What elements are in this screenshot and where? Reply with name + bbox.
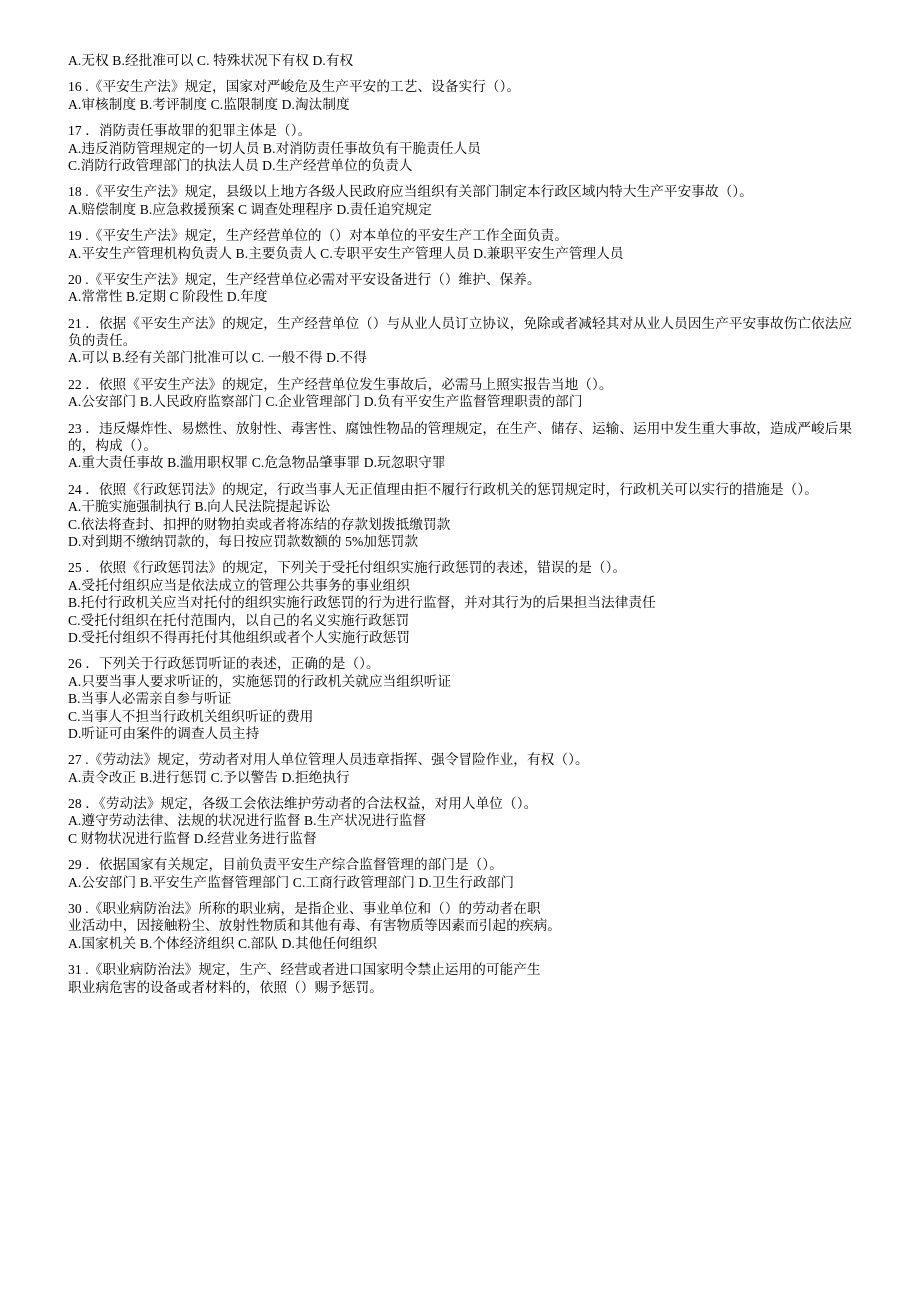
question-block <box>68 751 858 786</box>
question-block <box>68 481 858 551</box>
question-block <box>68 315 858 367</box>
question-stem: 25 ．依照《行政惩罚法》的规定，下列关于受托付组织实施行政惩罚的表述，错误的是（）。 <box>68 560 627 576</box>
question-stem-continued: 业活动中，因接触粉尘、放射性物质和其他有毒、有害物质等因素而引起的疾病。 <box>68 918 561 934</box>
question-stem: 29 ．依据国家有关规定，目前负责平安生产综合监督管理的部门是（）。 <box>68 857 503 873</box>
option-line: A.平安生产管理机构负责人 B.主要负责人 C.专职平安生产管理人员 D.兼职平安生产管理人员 <box>68 245 624 261</box>
option-line: D.受托付组织不得再托付其他组织或者个人实施行政惩罚 <box>68 629 411 645</box>
question-block <box>68 795 858 847</box>
option-line: A.可以 B.经有关部门批准可以 C. 一般不得 D.不得 <box>68 350 367 366</box>
option-line: A.干脆实施强制执行 B.向人民法院提起诉讼 <box>68 499 331 515</box>
question-stem: 16 .《平安生产法》规定，国家对严峻危及生产平安的工艺、设备实行（）。 <box>68 79 521 95</box>
question-stem: 21 ．依据《平安生产法》的规定，生产经营单位（）与从业人员订立协议，免除或者减轻其对从业人员因生产平安事故伤亡依法应负的责任。 <box>68 315 853 349</box>
question-block <box>68 183 858 218</box>
question-block <box>68 420 858 472</box>
question-stem: 30 .《职业病防治法》所称的职业病，是指企业、事业单位和（）的劳动者在职 <box>68 901 541 917</box>
question-stem: 28 ．《劳动法》规定，各级工会依法维护劳动者的合法权益，对用人单位（）。 <box>68 796 538 812</box>
option-line: A.无权 B.经批准可以 C. 特殊状况下有权 D.有权 <box>68 53 354 68</box>
option-line: C 财物状况进行监督 D.经营业务进行监督 <box>68 830 317 846</box>
option-line: A.公安部门 B.人民政府监察部门 C.企业管理部门 D.负有平安生产监督管理职责的部门 <box>68 394 583 410</box>
question-block <box>68 271 858 306</box>
option-line: D.听证可由案件的调查人员主持 <box>68 725 260 741</box>
option-line: C.消防行政管理部门的执法人员 D.生产经营单位的负责人 <box>68 157 413 173</box>
question-stem: 24 ．依照《行政惩罚法》的规定，行政当事人无正值理由拒不履行行政机关的惩罚规定时，行政机关可以实行的措施是（）。 <box>68 481 818 497</box>
option-line: B.当事人必需亲自参与听证 <box>68 691 232 707</box>
question-block <box>68 961 858 996</box>
question-block <box>68 856 858 891</box>
question-block <box>68 78 858 113</box>
option-line: A.公安部门 B.平安生产监督管理部门 C.工商行政管理部门 D.卫生行政部门 <box>68 874 515 890</box>
question-stem: 27 .《劳动法》规定，劳动者对用人单位管理人员违章指挥、强令冒险作业，有权（）。 <box>68 752 589 768</box>
option-line: A.常常性 B.定期 C 阶段性 D.年度 <box>68 289 268 305</box>
option-line: A.责令改正 B.进行惩罚 C.予以警告 D.拒绝执行 <box>68 769 350 785</box>
option-line: A.只要当事人要求听证的，实施惩罚的行政机关就应当组织听证 <box>68 673 452 689</box>
question-stem: 23 ．违反爆炸性、易燃性、放射性、毒害性、腐蚀性物品的管理规定，在生产、储存、运输、运用中发生重大事故，造成严峻后果的，构成（）。 <box>68 420 853 454</box>
question-block <box>68 227 858 262</box>
question-stem-continued: 职业病危害的设备或者材料的，依照（）赐予惩罚。 <box>68 979 383 995</box>
question-stem: 22 ．依照《平安生产法》的规定，生产经营单位发生事故后，必需马上照实报告当地（）。 <box>68 376 613 392</box>
option-line: C.当事人不担当行政机关组织听证的费用 <box>68 708 314 724</box>
question-stem: 31 .《职业病防治法》规定，生产、经营或者进口国家明令禁止运用的可能产生 <box>68 962 541 978</box>
question-stem: 26 ．下列关于行政惩罚听证的表述，正确的是（）。 <box>68 656 380 672</box>
question-block <box>68 376 858 411</box>
question-block <box>68 559 858 646</box>
question-stem: 20 .《平安生产法》规定，生产经营单位必需对平安设备进行（）维护、保养。 <box>68 271 541 287</box>
option-line: A.遵守劳动法律、法规的状况进行监督 B.生产状况进行监督 <box>68 813 427 829</box>
option-line: A.国家机关 B.个体经济组织 C.部队 D.其他任何组织 <box>68 935 378 951</box>
exam-question-list <box>68 52 858 996</box>
option-line: A.重大责任事故 B.滥用职权罪 C.危急物品肇事罪 D.玩忽职守罪 <box>68 455 446 471</box>
question-stem: 19 .《平安生产法》规定，生产经营单位的（）对本单位的平安生产工作全面负责。 <box>68 228 569 244</box>
question-block <box>68 122 858 174</box>
question-stem: 17 ．消防责任事故罪的犯罪主体是（）。 <box>68 123 312 139</box>
option-line: A.受托付组织应当是依法成立的管理公共事务的事业组织 <box>68 577 411 593</box>
option-line: B.托付行政机关应当对托付的组织实施行政惩罚的行为进行监督，并对其行为的后果担当法律责任 <box>68 595 656 611</box>
option-line: C.依法将查封、扣押的财物拍卖或者将冻结的存款划拨抵缴罚款 <box>68 516 451 532</box>
option-line: C.受托付组织在托付范围内，以自己的名义实施行政惩罚 <box>68 612 410 628</box>
question-stem: 18 .《平安生产法》规定，县级以上地方各级人民政府应当组织有关部门制定本行政区域内特大生产平安事故（）。 <box>68 184 753 200</box>
question-block <box>68 655 858 742</box>
option-line: D.对到期不缴纳罚款的，每日按应罚款数额的 5%加惩罚款 <box>68 533 419 549</box>
question-block <box>68 900 858 952</box>
option-line: A.赔偿制度 B.应急救援预案 C 调查处理程序 D.责任追究规定 <box>68 201 432 217</box>
question-block <box>68 52 858 69</box>
option-line: A.审核制度 B.考评制度 C.监限制度 D.淘汰制度 <box>68 96 350 112</box>
option-line: A.违反消防管理规定的一切人员 B.对消防责任事故负有干脆责任人员 <box>68 140 482 156</box>
